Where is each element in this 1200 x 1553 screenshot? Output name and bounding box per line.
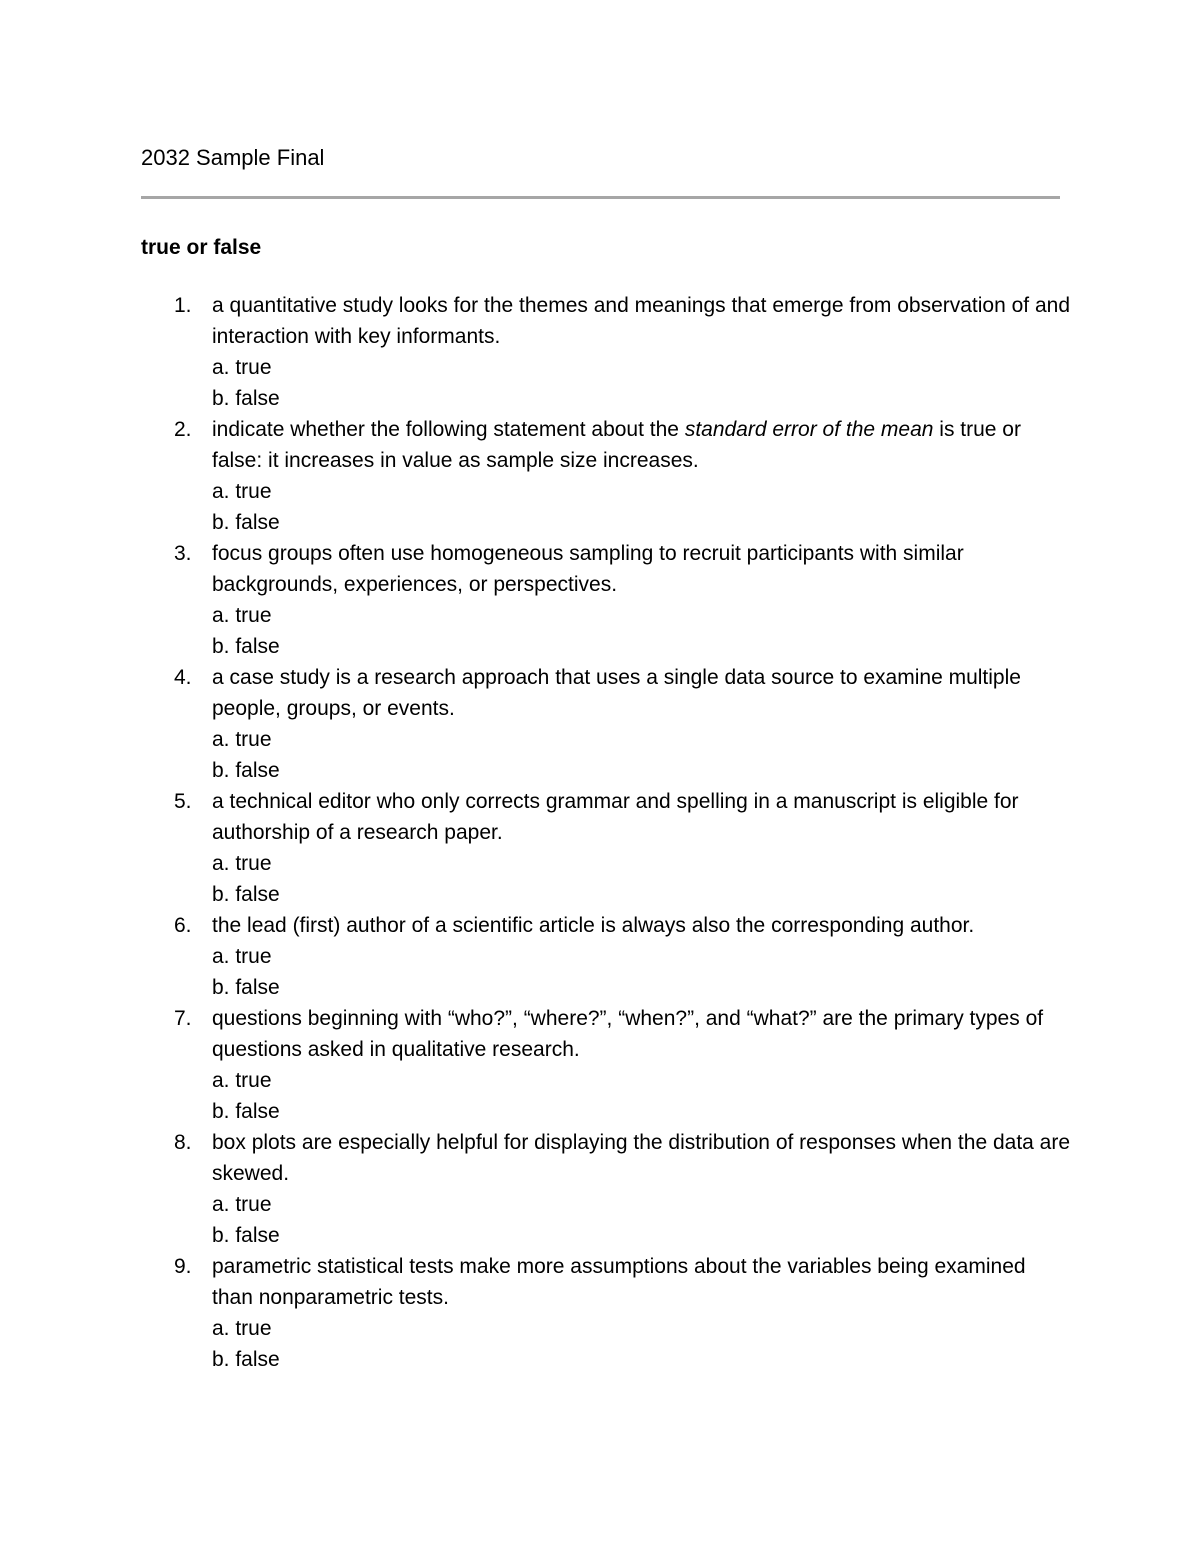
question-number: 7.: [174, 1007, 192, 1030]
choice-false: b. false: [212, 387, 280, 410]
choice-false: b. false: [212, 635, 280, 658]
choice-true: a. true: [212, 1193, 272, 1216]
choice-false: b. false: [212, 759, 280, 782]
question-item: [0, 414, 1200, 538]
question-number: 9.: [174, 1255, 192, 1278]
question-text-before: questions beginning with “who?”, “where?”, “when?”, and “what?” are the primary types of questions asked in qualitative research.: [212, 1007, 1044, 1061]
choice-false: b. false: [212, 1224, 280, 1247]
choice-true: a. true: [212, 1317, 272, 1340]
question-text: [212, 662, 1072, 724]
question-text: [212, 786, 1072, 848]
question-text: [212, 1003, 1072, 1065]
question-text: [212, 538, 1072, 600]
question-text-before: a case study is a research approach that uses a single data source to examine multiple people, groups, or events.: [212, 666, 1021, 720]
question-text-before: a technical editor who only corrects grammar and spelling in a manuscript is eligible for authorship of a research paper.: [212, 790, 1019, 844]
question-list: [0, 290, 1200, 1375]
question-text: [212, 290, 1072, 352]
choice-false: b. false: [212, 511, 280, 534]
question-number: 8.: [174, 1131, 192, 1154]
question-text: [212, 1251, 1072, 1313]
question-item: [0, 662, 1200, 786]
question-item: [0, 786, 1200, 910]
question-item: [0, 1003, 1200, 1127]
question-body: [212, 786, 1072, 910]
choice-true: a. true: [212, 356, 272, 379]
question-number: 6.: [174, 914, 192, 937]
choice-true: a. true: [212, 480, 272, 503]
question-text-italic: standard error of the mean: [684, 418, 934, 441]
choice-true: a. true: [212, 604, 272, 627]
choice-true: a. true: [212, 945, 272, 968]
question-number: 3.: [174, 542, 192, 565]
question-text-before: focus groups often use homogeneous sampling to recruit participants with similar backgrounds, experiences, or perspectives.: [212, 542, 964, 596]
choice-true: a. true: [212, 1069, 272, 1092]
question-body: [212, 414, 1072, 538]
question-number: 2.: [174, 418, 192, 441]
question-text-before: box plots are especially helpful for displaying the distribution of responses when the data are skewed.: [212, 1131, 1071, 1185]
question-body: [212, 538, 1072, 662]
question-text-before: parametric statistical tests make more assumptions about the variables being examined than nonparametric tests.: [212, 1255, 1026, 1309]
question-item: [0, 1251, 1200, 1375]
choice-false: b. false: [212, 883, 280, 906]
question-text: [212, 414, 1072, 476]
header-divider: [141, 196, 1060, 199]
question-text: [212, 910, 1072, 941]
section-heading: true or false: [141, 236, 262, 259]
question-text-before: a quantitative study looks for the themes and meanings that emerge from observation of and interaction with key informants.: [212, 294, 1070, 348]
question-body: [212, 662, 1072, 786]
question-text-before: the lead (first) author of a scientific article is always also the corresponding author.: [212, 914, 975, 937]
question-text: [212, 1127, 1072, 1189]
question-text-before: indicate whether the following statement about the: [212, 418, 685, 441]
question-body: [212, 1003, 1072, 1127]
choice-false: b. false: [212, 1100, 280, 1123]
question-item: [0, 910, 1200, 1003]
question-body: [212, 1127, 1072, 1251]
question-item: [0, 290, 1200, 414]
choice-true: a. true: [212, 728, 272, 751]
question-item: [0, 538, 1200, 662]
question-number: 5.: [174, 790, 192, 813]
question-item: [0, 1127, 1200, 1251]
question-number: 1.: [174, 294, 192, 317]
choice-false: b. false: [212, 1348, 280, 1371]
question-body: [212, 290, 1072, 414]
question-text-after: is true or false: it increases in value as sample size increases.: [212, 418, 1021, 472]
choice-true: a. true: [212, 852, 272, 875]
document-title: 2032 Sample Final: [141, 145, 325, 170]
question-body: [212, 910, 1072, 1003]
question-number: 4.: [174, 666, 192, 689]
question-body: [212, 1251, 1072, 1375]
choice-false: b. false: [212, 976, 280, 999]
